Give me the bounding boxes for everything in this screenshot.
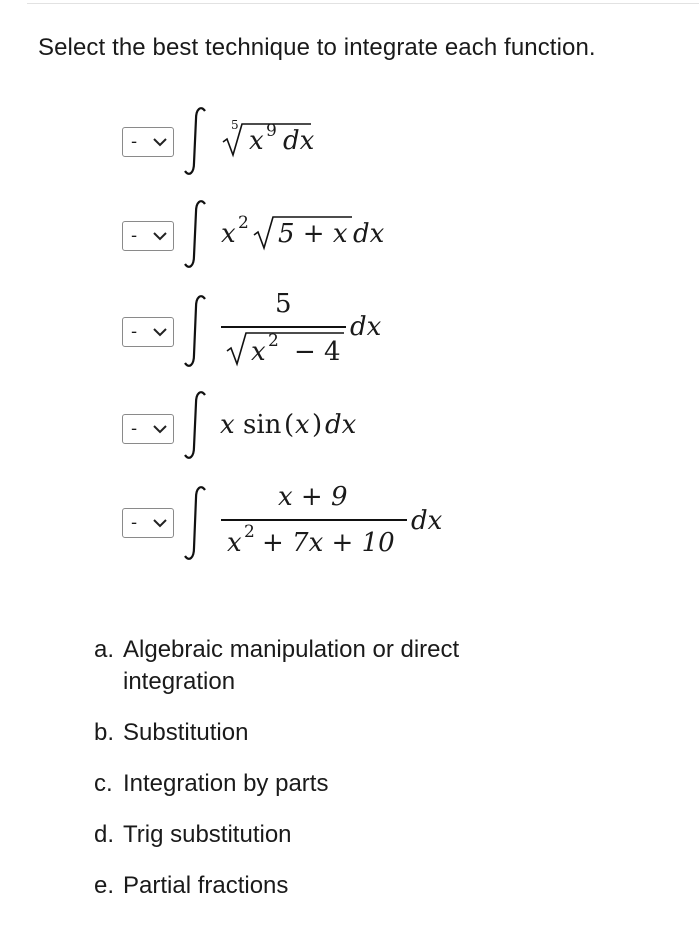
- numerator: x + 9: [278, 482, 348, 512]
- fraction-bar: [221, 519, 407, 521]
- option-letter: c.: [94, 770, 113, 797]
- option-text: Partial fractions: [123, 872, 289, 899]
- option-text: Algebraic manipulation or direct integration: [123, 636, 460, 695]
- denominator-rest: + 7x + 10: [262, 528, 395, 558]
- chevron-down-icon: [153, 137, 167, 147]
- radicand-base: x: [249, 126, 264, 156]
- differential: dx: [353, 219, 385, 249]
- select-value: -: [131, 322, 138, 342]
- problem-3: [0, 285, 699, 375]
- differential: dx: [411, 506, 443, 536]
- numerator: 5: [275, 289, 292, 319]
- option-e: [94, 870, 523, 902]
- technique-select-5[interactable]: [122, 508, 174, 538]
- root-index: 5: [231, 118, 239, 132]
- select-value: -: [131, 132, 138, 152]
- page-title: Select the best technique to integrate each function.: [38, 34, 596, 61]
- option-text: Trig substitution: [123, 821, 292, 848]
- chevron-down-icon: [153, 518, 167, 528]
- option-letter: a.: [94, 636, 115, 663]
- option-text: Integration by parts: [123, 770, 329, 797]
- integral-sign-icon: [182, 484, 212, 562]
- option-d: [94, 819, 523, 851]
- select-value: -: [131, 513, 138, 533]
- factor-x: x: [220, 410, 235, 440]
- option-letter: d.: [94, 821, 115, 848]
- problem-4: [0, 388, 699, 460]
- option-text: Substitution: [123, 719, 249, 746]
- option-c: [94, 768, 523, 800]
- select-value: -: [131, 419, 138, 439]
- radicand-tail: − 4: [294, 337, 341, 367]
- factor-base: x: [221, 219, 236, 249]
- paren-open: (: [284, 410, 295, 440]
- differential: dx: [325, 410, 357, 440]
- radicand: 5 + x: [278, 219, 348, 249]
- technique-select-4[interactable]: [122, 414, 174, 444]
- function-argument: x: [295, 410, 310, 440]
- option-letter: b.: [94, 719, 115, 746]
- factor-exponent: 2: [238, 213, 249, 233]
- denominator-base: x: [227, 528, 242, 558]
- integral-sign-icon: [182, 389, 212, 461]
- top-divider: [27, 3, 699, 4]
- technique-select-1[interactable]: [122, 127, 174, 157]
- problem-5: [0, 478, 699, 568]
- paren-close: ): [312, 410, 323, 440]
- radicand-exponent: 9: [266, 121, 277, 141]
- integral-sign-icon: [182, 105, 212, 177]
- radicand-base: x: [251, 337, 266, 367]
- option-b: [94, 717, 523, 749]
- technique-options: [94, 634, 523, 921]
- technique-select-3[interactable]: [122, 317, 174, 347]
- integral-sign-icon: [182, 293, 212, 369]
- option-letter: e.: [94, 872, 115, 899]
- select-value: -: [131, 226, 138, 246]
- option-a: [94, 634, 523, 698]
- integral-sign-icon: [182, 198, 212, 270]
- fraction-bar: [221, 326, 346, 328]
- differential: dx: [350, 312, 382, 342]
- chevron-down-icon: [153, 231, 167, 241]
- chevron-down-icon: [153, 327, 167, 337]
- problem-2: [0, 195, 699, 270]
- differential: dx: [283, 126, 315, 156]
- denominator-exponent: 2: [244, 522, 255, 542]
- problem-1: [0, 105, 699, 175]
- chevron-down-icon: [153, 424, 167, 434]
- radicand-exponent: 2: [268, 331, 279, 351]
- function-name: sin: [243, 410, 282, 440]
- technique-select-2[interactable]: [122, 221, 174, 251]
